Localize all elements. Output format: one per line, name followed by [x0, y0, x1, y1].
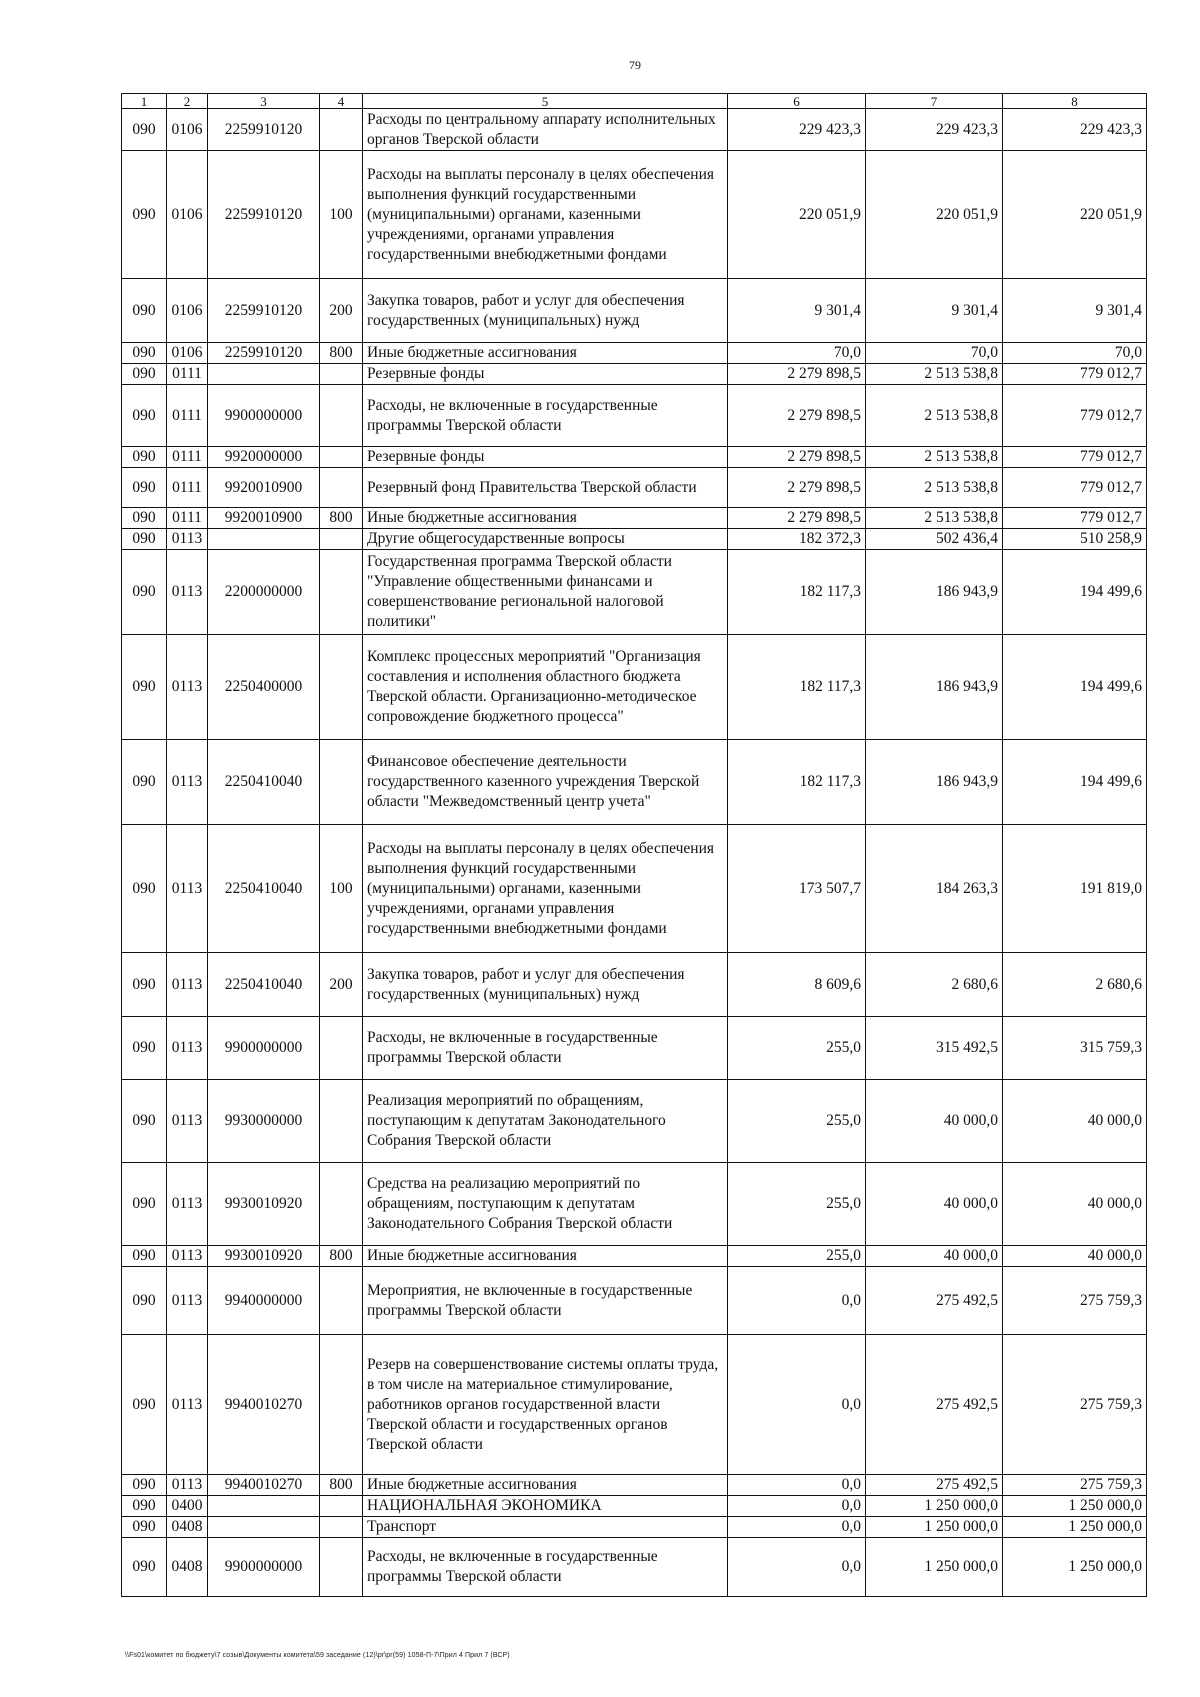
cell-target-article: 9930000000 [208, 1080, 320, 1163]
cell-department: 090 [122, 109, 167, 151]
cell-section: 0408 [167, 1517, 208, 1538]
cell-department: 090 [122, 508, 167, 529]
cell-section: 0113 [167, 550, 208, 635]
cell-target-article [208, 364, 320, 385]
cell-target-article: 9940010270 [208, 1335, 320, 1475]
cell-amount-col8: 194 499,6 [1003, 740, 1147, 825]
table-row [122, 1246, 1147, 1267]
cell-target-article: 9920010900 [208, 508, 320, 529]
cell-expense-type [320, 550, 363, 635]
cell-department: 090 [122, 468, 167, 508]
cell-amount-col7: 1 250 000,0 [866, 1496, 1003, 1517]
cell-amount-col8: 229 423,3 [1003, 109, 1147, 151]
cell-department: 090 [122, 1475, 167, 1496]
cell-description: Резерв на совершенствование системы оплаты труда, в том числе на материальное стимулирование, работников органов государственной власти Тверской области и государственных органов Тверской области [363, 1335, 728, 1475]
cell-description: НАЦИОНАЛЬНАЯ ЭКОНОМИКА [363, 1496, 728, 1517]
cell-expense-type: 200 [320, 953, 363, 1017]
cell-amount-col7: 2 513 538,8 [866, 508, 1003, 529]
cell-amount-col6: 255,0 [728, 1080, 866, 1163]
cell-department: 090 [122, 1017, 167, 1080]
table-body [122, 109, 1147, 1597]
cell-description: Комплекс процессных мероприятий "Организация составления и исполнения областного бюджета Тверской области. Организационно-методическое сопровождение бюджетного процесса" [363, 635, 728, 740]
cell-section: 0111 [167, 385, 208, 447]
cell-amount-col7: 229 423,3 [866, 109, 1003, 151]
cell-amount-col7: 502 436,4 [866, 529, 1003, 550]
cell-amount-col8: 510 258,9 [1003, 529, 1147, 550]
cell-expense-type [320, 1538, 363, 1597]
col-header-7: 7 [866, 94, 1003, 109]
cell-description: Резервный фонд Правительства Тверской области [363, 468, 728, 508]
cell-department: 090 [122, 1496, 167, 1517]
cell-section: 0106 [167, 279, 208, 343]
cell-department: 090 [122, 1246, 167, 1267]
table-row [122, 635, 1147, 740]
cell-section: 0113 [167, 740, 208, 825]
cell-amount-col8: 2 680,6 [1003, 953, 1147, 1017]
cell-expense-type [320, 385, 363, 447]
col-header-6: 6 [728, 94, 866, 109]
cell-section: 0113 [167, 1267, 208, 1335]
cell-amount-col7: 2 513 538,8 [866, 447, 1003, 468]
cell-amount-col6: 0,0 [728, 1496, 866, 1517]
cell-description: Резервные фонды [363, 447, 728, 468]
cell-section: 0113 [167, 1475, 208, 1496]
cell-amount-col7: 2 680,6 [866, 953, 1003, 1017]
cell-target-article: 9930010920 [208, 1163, 320, 1246]
table-row [122, 1475, 1147, 1496]
cell-amount-col7: 9 301,4 [866, 279, 1003, 343]
budget-table [121, 93, 1147, 1597]
cell-department: 090 [122, 740, 167, 825]
cell-amount-col8: 779 012,7 [1003, 447, 1147, 468]
cell-amount-col7: 184 263,3 [866, 825, 1003, 953]
cell-section: 0113 [167, 529, 208, 550]
cell-amount-col6: 2 279 898,5 [728, 385, 866, 447]
cell-department: 090 [122, 1335, 167, 1475]
cell-description: Закупка товаров, работ и услуг для обеспечения государственных (муниципальных) нужд [363, 953, 728, 1017]
cell-amount-col6: 0,0 [728, 1517, 866, 1538]
cell-expense-type [320, 1080, 363, 1163]
cell-department: 090 [122, 1517, 167, 1538]
cell-amount-col8: 70,0 [1003, 343, 1147, 364]
cell-department: 090 [122, 279, 167, 343]
cell-description: Государственная программа Тверской области "Управление общественными финансами и совершенствование региональной налоговой политики" [363, 550, 728, 635]
cell-section: 0113 [167, 1080, 208, 1163]
cell-target-article: 2259910120 [208, 151, 320, 279]
cell-description: Финансовое обеспечение деятельности государственного казенного учреждения Тверской области "Межведомственный центр учета" [363, 740, 728, 825]
cell-department: 090 [122, 529, 167, 550]
cell-expense-type [320, 1267, 363, 1335]
cell-expense-type [320, 109, 363, 151]
cell-amount-col6: 220 051,9 [728, 151, 866, 279]
col-header-2: 2 [167, 94, 208, 109]
cell-department: 090 [122, 385, 167, 447]
cell-amount-col6: 70,0 [728, 343, 866, 364]
table-row [122, 1335, 1147, 1475]
cell-expense-type [320, 447, 363, 468]
cell-amount-col6: 182 372,3 [728, 529, 866, 550]
cell-expense-type: 800 [320, 508, 363, 529]
cell-target-article: 2250410040 [208, 740, 320, 825]
cell-amount-col8: 40 000,0 [1003, 1080, 1147, 1163]
col-header-8: 8 [1003, 94, 1147, 109]
cell-expense-type [320, 1517, 363, 1538]
cell-amount-col8: 779 012,7 [1003, 468, 1147, 508]
cell-amount-col8: 779 012,7 [1003, 508, 1147, 529]
cell-target-article: 9920010900 [208, 468, 320, 508]
cell-expense-type [320, 1496, 363, 1517]
cell-amount-col6: 255,0 [728, 1246, 866, 1267]
cell-description: Транспорт [363, 1517, 728, 1538]
cell-amount-col6: 0,0 [728, 1475, 866, 1496]
cell-amount-col8: 275 759,3 [1003, 1267, 1147, 1335]
table-row [122, 1496, 1147, 1517]
table-row [122, 508, 1147, 529]
column-number-row [122, 94, 1147, 109]
table-row [122, 1017, 1147, 1080]
table-row [122, 1538, 1147, 1597]
cell-description: Иные бюджетные ассигнования [363, 1475, 728, 1496]
cell-description: Расходы на выплаты персоналу в целях обеспечения выполнения функций государственными (муниципальными) органами, казенными учреждениями, органами управления государственными внебюджетными фондами [363, 825, 728, 953]
cell-section: 0106 [167, 343, 208, 364]
page-number: 79 [629, 58, 641, 72]
footer-file-path: \\Fs01\комитет по бюджету\7 созыв\Документы комитета\59 заседание (12)\pr\pr(59) 1058-П-7\Прил 4 Прил 7 (ВСР) [125, 1652, 510, 1659]
cell-description: Закупка товаров, работ и услуг для обеспечения государственных (муниципальных) нужд [363, 279, 728, 343]
cell-expense-type: 100 [320, 151, 363, 279]
table-row [122, 1267, 1147, 1335]
cell-section: 0113 [167, 635, 208, 740]
cell-amount-col7: 2 513 538,8 [866, 468, 1003, 508]
table-row [122, 385, 1147, 447]
cell-amount-col6: 2 279 898,5 [728, 364, 866, 385]
cell-description: Другие общегосударственные вопросы [363, 529, 728, 550]
cell-expense-type [320, 1163, 363, 1246]
col-header-1: 1 [122, 94, 167, 109]
cell-section: 0111 [167, 508, 208, 529]
cell-department: 090 [122, 825, 167, 953]
cell-department: 090 [122, 364, 167, 385]
col-header-5: 5 [363, 94, 728, 109]
table-row [122, 151, 1147, 279]
table-row [122, 1517, 1147, 1538]
cell-description: Иные бюджетные ассигнования [363, 1246, 728, 1267]
table-row [122, 740, 1147, 825]
cell-target-article: 9900000000 [208, 1017, 320, 1080]
table-row [122, 825, 1147, 953]
cell-description: Расходы на выплаты персоналу в целях обеспечения выполнения функций государственными (муниципальными) органами, казенными учреждениями, органами управления государственными внебюджетными фондами [363, 151, 728, 279]
cell-section: 0111 [167, 468, 208, 508]
cell-amount-col7: 1 250 000,0 [866, 1517, 1003, 1538]
cell-target-article: 9900000000 [208, 385, 320, 447]
cell-amount-col8: 194 499,6 [1003, 550, 1147, 635]
cell-expense-type: 800 [320, 343, 363, 364]
cell-expense-type [320, 1335, 363, 1475]
cell-amount-col7: 40 000,0 [866, 1163, 1003, 1246]
cell-target-article [208, 1517, 320, 1538]
cell-expense-type [320, 529, 363, 550]
cell-amount-col8: 1 250 000,0 [1003, 1517, 1147, 1538]
cell-department: 090 [122, 447, 167, 468]
cell-amount-col8: 220 051,9 [1003, 151, 1147, 279]
cell-department: 090 [122, 1267, 167, 1335]
cell-amount-col7: 70,0 [866, 343, 1003, 364]
cell-expense-type [320, 740, 363, 825]
cell-target-article: 9940000000 [208, 1267, 320, 1335]
cell-target-article: 9900000000 [208, 1538, 320, 1597]
table-row [122, 364, 1147, 385]
cell-amount-col8: 275 759,3 [1003, 1335, 1147, 1475]
cell-amount-col6: 255,0 [728, 1017, 866, 1080]
cell-section: 0106 [167, 151, 208, 279]
cell-expense-type: 200 [320, 279, 363, 343]
cell-amount-col8: 191 819,0 [1003, 825, 1147, 953]
cell-amount-col8: 315 759,3 [1003, 1017, 1147, 1080]
cell-section: 0111 [167, 447, 208, 468]
cell-amount-col7: 275 492,5 [866, 1267, 1003, 1335]
cell-amount-col6: 2 279 898,5 [728, 447, 866, 468]
cell-department: 090 [122, 1080, 167, 1163]
col-header-3: 3 [208, 94, 320, 109]
cell-section: 0113 [167, 1335, 208, 1475]
cell-description: Расходы, не включенные в государственные программы Тверской области [363, 1538, 728, 1597]
cell-amount-col7: 2 513 538,8 [866, 364, 1003, 385]
cell-amount-col7: 40 000,0 [866, 1246, 1003, 1267]
cell-amount-col6: 182 117,3 [728, 550, 866, 635]
cell-target-article: 9920000000 [208, 447, 320, 468]
cell-section: 0400 [167, 1496, 208, 1517]
table-row [122, 1163, 1147, 1246]
cell-department: 090 [122, 343, 167, 364]
cell-target-article: 2200000000 [208, 550, 320, 635]
cell-description: Иные бюджетные ассигнования [363, 343, 728, 364]
table-row [122, 468, 1147, 508]
cell-section: 0113 [167, 825, 208, 953]
table-row [122, 550, 1147, 635]
cell-target-article: 2250400000 [208, 635, 320, 740]
cell-amount-col7: 2 513 538,8 [866, 385, 1003, 447]
cell-expense-type [320, 1017, 363, 1080]
cell-amount-col8: 40 000,0 [1003, 1163, 1147, 1246]
cell-expense-type [320, 468, 363, 508]
cell-section: 0106 [167, 109, 208, 151]
cell-target-article: 9930010920 [208, 1246, 320, 1267]
cell-section: 0113 [167, 1017, 208, 1080]
cell-section: 0113 [167, 1246, 208, 1267]
cell-description: Средства на реализацию мероприятий по обращениям, поступающим к депутатам Законодательного Собрания Тверской области [363, 1163, 728, 1246]
cell-section: 0113 [167, 953, 208, 1017]
cell-description: Мероприятия, не включенные в государственные программы Тверской области [363, 1267, 728, 1335]
cell-description: Расходы, не включенные в государственные программы Тверской области [363, 1017, 728, 1080]
cell-amount-col6: 0,0 [728, 1335, 866, 1475]
cell-amount-col6: 0,0 [728, 1267, 866, 1335]
cell-expense-type: 800 [320, 1475, 363, 1496]
table-row [122, 953, 1147, 1017]
cell-description: Резервные фонды [363, 364, 728, 385]
cell-amount-col6: 182 117,3 [728, 635, 866, 740]
cell-amount-col6: 182 117,3 [728, 740, 866, 825]
cell-amount-col8: 40 000,0 [1003, 1246, 1147, 1267]
cell-target-article: 2250410040 [208, 953, 320, 1017]
cell-target-article [208, 529, 320, 550]
cell-amount-col7: 186 943,9 [866, 635, 1003, 740]
cell-department: 090 [122, 1538, 167, 1597]
cell-expense-type: 100 [320, 825, 363, 953]
cell-description: Иные бюджетные ассигнования [363, 508, 728, 529]
cell-section: 0111 [167, 364, 208, 385]
cell-amount-col6: 2 279 898,5 [728, 468, 866, 508]
cell-target-article: 2259910120 [208, 343, 320, 364]
cell-amount-col8: 194 499,6 [1003, 635, 1147, 740]
col-header-4: 4 [320, 94, 363, 109]
cell-department: 090 [122, 953, 167, 1017]
cell-department: 090 [122, 1163, 167, 1246]
cell-expense-type [320, 364, 363, 385]
cell-description: Расходы, не включенные в государственные программы Тверской области [363, 385, 728, 447]
cell-description: Реализация мероприятий по обращениям, поступающим к депутатам Законодательного Собрания Тверской области [363, 1080, 728, 1163]
cell-amount-col6: 0,0 [728, 1538, 866, 1597]
cell-amount-col6: 8 609,6 [728, 953, 866, 1017]
cell-expense-type: 800 [320, 1246, 363, 1267]
cell-amount-col7: 40 000,0 [866, 1080, 1003, 1163]
cell-amount-col8: 9 301,4 [1003, 279, 1147, 343]
table-row [122, 343, 1147, 364]
cell-target-article: 2250410040 [208, 825, 320, 953]
cell-expense-type [320, 635, 363, 740]
cell-amount-col6: 9 301,4 [728, 279, 866, 343]
table-row [122, 109, 1147, 151]
cell-description: Расходы по центральному аппарату исполнительных органов Тверской области [363, 109, 728, 151]
cell-department: 090 [122, 151, 167, 279]
cell-amount-col7: 275 492,5 [866, 1475, 1003, 1496]
cell-target-article: 2259910120 [208, 109, 320, 151]
cell-target-article: 2259910120 [208, 279, 320, 343]
cell-target-article [208, 1496, 320, 1517]
cell-amount-col7: 315 492,5 [866, 1017, 1003, 1080]
cell-amount-col7: 220 051,9 [866, 151, 1003, 279]
cell-section: 0113 [167, 1163, 208, 1246]
table-row [122, 529, 1147, 550]
cell-department: 090 [122, 635, 167, 740]
cell-amount-col8: 779 012,7 [1003, 385, 1147, 447]
cell-amount-col8: 1 250 000,0 [1003, 1538, 1147, 1597]
cell-amount-col6: 255,0 [728, 1163, 866, 1246]
table-row [122, 1080, 1147, 1163]
cell-amount-col6: 229 423,3 [728, 109, 866, 151]
cell-amount-col7: 186 943,9 [866, 740, 1003, 825]
cell-department: 090 [122, 550, 167, 635]
cell-amount-col8: 779 012,7 [1003, 364, 1147, 385]
cell-amount-col6: 173 507,7 [728, 825, 866, 953]
cell-target-article: 9940010270 [208, 1475, 320, 1496]
cell-section: 0408 [167, 1538, 208, 1597]
cell-amount-col7: 1 250 000,0 [866, 1538, 1003, 1597]
cell-amount-col7: 275 492,5 [866, 1335, 1003, 1475]
cell-amount-col7: 186 943,9 [866, 550, 1003, 635]
cell-amount-col8: 1 250 000,0 [1003, 1496, 1147, 1517]
cell-amount-col6: 2 279 898,5 [728, 508, 866, 529]
table-row [122, 279, 1147, 343]
table-row [122, 447, 1147, 468]
cell-amount-col8: 275 759,3 [1003, 1475, 1147, 1496]
